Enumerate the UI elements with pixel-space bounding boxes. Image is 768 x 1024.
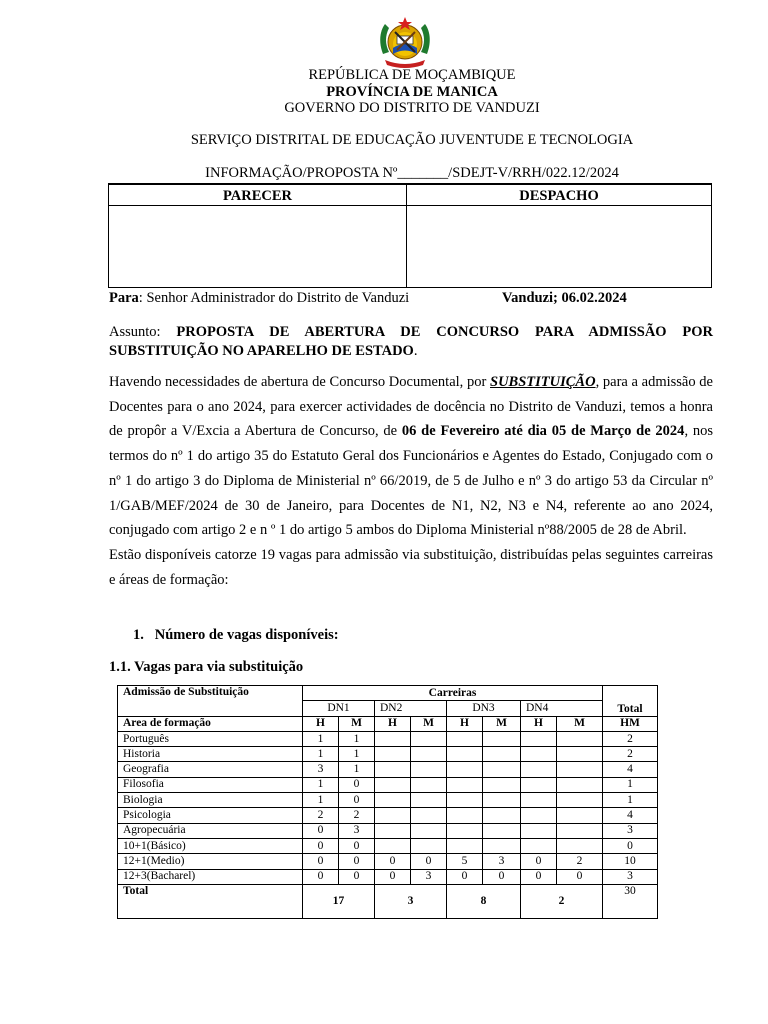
area-cell: Português — [118, 731, 303, 746]
dn3-m-header: M — [483, 716, 521, 731]
dn4-h-cell — [521, 777, 557, 792]
assunto-label: Assunto: — [109, 324, 177, 340]
dn3-h-cell — [447, 747, 483, 762]
dn1-m-cell: 3 — [339, 823, 375, 838]
total-row — [118, 884, 658, 918]
p1-part-a: Havendo necessidades de abertura de Concurso Documental, por — [109, 374, 491, 390]
dn2-h-cell — [375, 808, 411, 823]
row-total-cell: 3 — [603, 869, 658, 884]
p1-part-c: , nos termos do nº 1 do artigo 35 do Estatuto Geral dos Funcionários e Agentes do Estado, Conjugado com o nº 1 do artigo 3 do Diploma de Ministerial nº 66/2019, de 5 de Julho e nº 3 do artigo 53 da Circular nº 1/GAB/MEF/2024 de 30 de Janeiro, para Docentes de N1, N2, N3 e N4, referente ao ano 2024, conjugado com artigo 2 e n º 1 do artigo 5 ambos do Diploma Ministerial nº88/2005 de 28 de Abril. — [109, 423, 713, 539]
dn4-m-cell — [557, 793, 603, 808]
dn4-h-cell — [521, 762, 557, 777]
para-recipient: : Senhor Administrador do Distrito de Vanduzi — [138, 290, 410, 306]
dn2-m-cell — [411, 762, 447, 777]
p1-part-b: , para a admissão de Docentes para o ano 2024, para exercer actividades de docência no Distrito de Vanduzi, temos a honra de propôr a V/Excia a Abertura de Concurso, de — [109, 374, 713, 440]
dn2-header: DN2 — [375, 701, 447, 716]
para-label: Para — [109, 290, 139, 306]
dn1-m-cell: 0 — [339, 869, 375, 884]
dn4-h-cell — [521, 793, 557, 808]
dn3-header: DN3 — [447, 701, 521, 716]
table-row — [118, 869, 658, 884]
dn3-m-cell: 0 — [483, 869, 521, 884]
section-1-title: Número de vagas disponíveis: — [154, 627, 339, 643]
area-cell: Psicologia — [118, 808, 303, 823]
province-line: PROVÍNCIA DE MANICA — [326, 84, 498, 100]
carreiras-header: Carreiras — [303, 686, 603, 701]
paragraph-1 — [109, 370, 713, 543]
dn2-h-cell — [375, 747, 411, 762]
paragraph-2: Estão disponíveis catorze 19 vagas para admissão via substituição, distribuídas pelas seguintes carreiras e áreas de formação: — [109, 546, 713, 588]
row-total-cell: 3 — [603, 823, 658, 838]
dn3-m-cell — [483, 808, 521, 823]
document-date: Vanduzi; 06.02.2024 — [502, 290, 627, 306]
table-row — [118, 823, 658, 838]
dn2-h-cell — [375, 793, 411, 808]
dn3-h-cell — [447, 777, 483, 792]
dn2-m-cell — [411, 838, 447, 853]
dn2-m-cell: 3 — [411, 869, 447, 884]
area-cell: 10+1(Básico) — [118, 838, 303, 853]
dn1-m-cell: 0 — [339, 777, 375, 792]
dn4-header: DN4 — [521, 701, 603, 716]
area-cell: Agropecuária — [118, 823, 303, 838]
dn1-h-header: H — [303, 716, 339, 731]
parecer-despacho-box — [108, 183, 712, 288]
dn4-h-cell — [521, 808, 557, 823]
dn3-m-cell — [483, 823, 521, 838]
dn4-h-cell: 0 — [521, 854, 557, 869]
total-label: Total — [118, 884, 303, 918]
dn4-m-cell — [557, 731, 603, 746]
dn3-m-cell — [483, 731, 521, 746]
dn2-h-cell: 0 — [375, 869, 411, 884]
hm-header: HM — [603, 716, 658, 731]
dn3-h-cell — [447, 731, 483, 746]
dn3-h-cell: 5 — [447, 854, 483, 869]
grand-total: 30 — [603, 884, 658, 918]
dn1-h-cell: 1 — [303, 731, 339, 746]
dn1-m-header: M — [339, 716, 375, 731]
dn2-m-cell — [411, 777, 447, 792]
area-cell: Historia — [118, 747, 303, 762]
dn1-h-cell: 0 — [303, 823, 339, 838]
despacho-heading: DESPACHO — [519, 188, 599, 204]
dn3-h-cell: 0 — [447, 869, 483, 884]
dn2-total: 3 — [375, 884, 447, 918]
area-cell: Filosofia — [118, 777, 303, 792]
area-header: Area de formação — [118, 716, 303, 731]
district-government-line: GOVERNO DO DISTRITO DE VANDUZI — [284, 100, 540, 116]
dn1-h-cell: 0 — [303, 838, 339, 853]
dn1-m-cell: 1 — [339, 747, 375, 762]
body-text — [109, 370, 713, 592]
dn2-h-cell — [375, 762, 411, 777]
dn2-h-header: H — [375, 716, 411, 731]
area-cell: Biologia — [118, 793, 303, 808]
dn3-h-cell — [447, 808, 483, 823]
dn3-m-cell — [483, 747, 521, 762]
dn4-m-cell: 2 — [557, 854, 603, 869]
dn3-m-cell — [483, 838, 521, 853]
area-cell: 12+1(Medio) — [118, 854, 303, 869]
dn1-header: DN1 — [303, 701, 375, 716]
dn1-m-cell: 1 — [339, 762, 375, 777]
table-row — [118, 777, 658, 792]
dn4-h-cell — [521, 823, 557, 838]
dn3-h-cell — [447, 793, 483, 808]
dn1-total: 17 — [303, 884, 375, 918]
dn2-m-cell — [411, 808, 447, 823]
dn4-h-cell — [521, 747, 557, 762]
table-row — [118, 808, 658, 823]
dn3-h-cell — [447, 838, 483, 853]
dn4-h-header: H — [521, 716, 557, 731]
table-row — [118, 854, 658, 869]
table-row — [118, 793, 658, 808]
row-total-cell: 1 — [603, 777, 658, 792]
p1-dates: 06 de Fevereiro até dia 05 de Março de 2024 — [401, 423, 685, 440]
assunto-end: . — [413, 343, 418, 359]
dn2-h-cell — [375, 777, 411, 792]
dn3-m-cell — [483, 777, 521, 792]
dn1-h-cell: 0 — [303, 869, 339, 884]
total-header: Total — [603, 686, 658, 717]
dn4-m-cell — [557, 762, 603, 777]
dn4-m-cell — [557, 777, 603, 792]
proposal-number: INFORMAÇÃO/PROPOSTA Nº_______/SDEJT-V/RRH/022.12/2024 — [205, 165, 619, 181]
row-total-cell: 1 — [603, 793, 658, 808]
area-cell: 12+3(Bacharel) — [118, 869, 303, 884]
section-1-number: 1. — [133, 627, 144, 643]
row-total-cell: 2 — [603, 747, 658, 762]
vagas-table — [117, 685, 658, 919]
dn3-h-cell — [447, 762, 483, 777]
dn2-m-cell — [411, 823, 447, 838]
para-line — [109, 290, 409, 307]
row-total-cell: 4 — [603, 762, 658, 777]
table-row — [118, 731, 658, 746]
dn1-h-cell: 1 — [303, 793, 339, 808]
dn4-h-cell: 0 — [521, 869, 557, 884]
section-1-heading — [133, 627, 339, 644]
table-row — [118, 762, 658, 777]
dn4-m-cell — [557, 838, 603, 853]
dn1-m-cell: 0 — [339, 854, 375, 869]
dn4-h-cell — [521, 731, 557, 746]
section-1-1-heading: 1.1. Vagas para via substituição — [109, 659, 304, 675]
vagas-header-row-3 — [118, 716, 658, 731]
assunto-block — [109, 323, 713, 361]
dn2-h-cell — [375, 823, 411, 838]
dn4-h-cell — [521, 838, 557, 853]
dn3-m-cell — [483, 762, 521, 777]
table-row — [118, 838, 658, 853]
dn4-m-cell — [557, 823, 603, 838]
dn1-m-cell: 1 — [339, 731, 375, 746]
dn1-h-cell: 2 — [303, 808, 339, 823]
dn1-m-cell: 0 — [339, 793, 375, 808]
dn4-m-cell — [557, 808, 603, 823]
assunto-line2: SUBSTITUIÇÃO NO APARELHO DE ESTADO — [109, 343, 414, 359]
table-row — [118, 747, 658, 762]
p1-emphasis: SUBSTITUIÇÃO — [490, 374, 596, 390]
dn4-total: 2 — [521, 884, 603, 918]
coat-of-arms-emblem — [375, 14, 435, 70]
dn1-m-cell: 0 — [339, 838, 375, 853]
dn2-h-cell — [375, 731, 411, 746]
dn2-m-cell — [411, 747, 447, 762]
dn2-m-header: M — [411, 716, 447, 731]
dn2-m-cell — [411, 731, 447, 746]
dn2-m-cell — [411, 793, 447, 808]
dn1-m-cell: 2 — [339, 808, 375, 823]
admissao-header: Admissão de Substituição — [118, 686, 303, 717]
parecer-heading: PARECER — [222, 188, 292, 204]
dn3-h-cell — [447, 823, 483, 838]
service-title: SERVIÇO DISTRITAL DE EDUCAÇÃO JUVENTUDE E TECNOLOGIA — [190, 132, 634, 148]
dn2-h-cell: 0 — [375, 854, 411, 869]
dn1-h-cell: 1 — [303, 777, 339, 792]
area-cell: Geografia — [118, 762, 303, 777]
dn3-h-header: H — [447, 716, 483, 731]
dn3-m-cell: 3 — [483, 854, 521, 869]
row-total-cell: 2 — [603, 731, 658, 746]
dn4-m-cell — [557, 747, 603, 762]
dn3-m-cell — [483, 793, 521, 808]
assunto-line1: PROPOSTA DE ABERTURA DE CONCURSO PARA ADMISSÃO POR — [176, 324, 713, 340]
row-total-cell: 10 — [603, 854, 658, 869]
dn1-h-cell: 1 — [303, 747, 339, 762]
dn4-m-header: M — [557, 716, 603, 731]
dn3-total: 8 — [447, 884, 521, 918]
dn4-m-cell: 0 — [557, 869, 603, 884]
dn1-h-cell: 3 — [303, 762, 339, 777]
dn2-h-cell — [375, 838, 411, 853]
row-total-cell: 4 — [603, 808, 658, 823]
dn1-h-cell: 0 — [303, 854, 339, 869]
vagas-header-row-1 — [118, 686, 658, 701]
republic-line: REPÚBLICA DE MOÇAMBIQUE — [308, 67, 516, 83]
row-total-cell: 0 — [603, 838, 658, 853]
dn2-m-cell: 0 — [411, 854, 447, 869]
